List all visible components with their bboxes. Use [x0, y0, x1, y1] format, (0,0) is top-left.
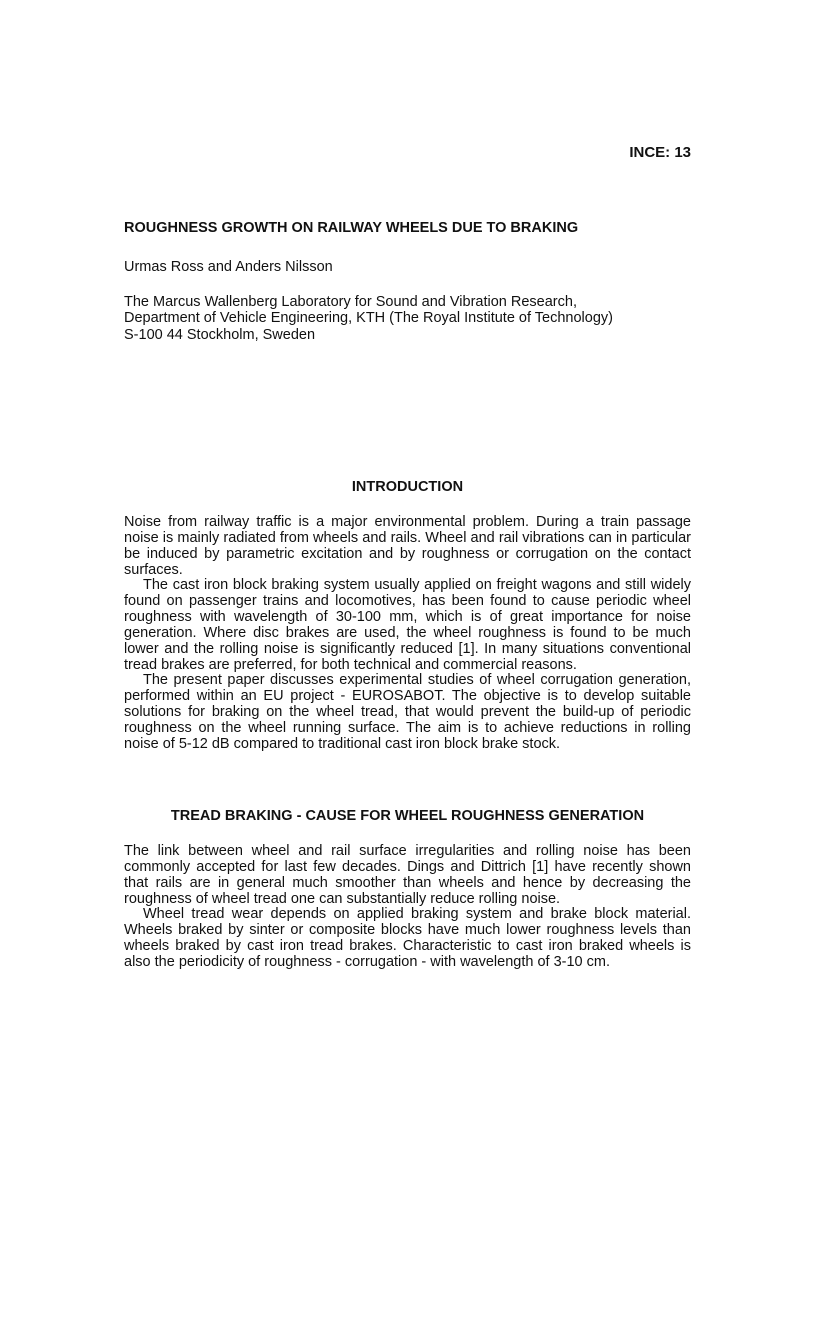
paragraph: Wheel tread wear depends on applied braking system and brake block material. Wheels braked by sinter or composite blocks have much lower roughness levels than wheels braked by cast iron tread brakes. Characteristic to cast iron braked wheels is also the periodicity of roughness - corrugation - with wavelength of 3-10 cm.: [124, 906, 691, 970]
paragraph: The cast iron block braking system usually applied on freight wagons and still widely found on passenger trains and locomotives, has been found to cause periodic wheel roughness with wavelength of 30-100 mm, which is of great importance for noise generation. Where disc brakes are used, the wheel roughness is found to be much lower and the rolling noise is significantly reduced [1]. In many situations conventional tread brakes are preferred, for both technical and commercial reasons.: [124, 577, 691, 673]
author-list: Urmas Ross and Anders Nilsson: [124, 259, 333, 275]
introduction-body: [124, 515, 691, 753]
tread-braking-body: [124, 844, 691, 971]
affiliation-block: [124, 294, 613, 343]
affiliation-line: Department of Vehicle Engineering, KTH (The Royal Institute of Technology): [124, 310, 613, 327]
affiliation-line: S-100 44 Stockholm, Sweden: [124, 326, 316, 343]
paragraph: Noise from railway traffic is a major environmental problem. During a train passage noise is mainly radiated from wheels and rails. Wheel and rail vibrations can in particular be induced by parametric excitation and by roughness or corrugation on the contact surfaces.: [124, 514, 691, 578]
affiliation-line: The Marcus Wallenberg Laboratory for Sound and Vibration Research,: [124, 294, 577, 310]
section-heading-tread-braking: TREAD BRAKING - CAUSE FOR WHEEL ROUGHNESS GENERATION: [170, 808, 645, 824]
paper-id: INCE: 13: [629, 144, 691, 161]
paragraph: The link between wheel and rail surface irregularities and rolling noise has been commonly accepted for last few decades. Dings and Dittrich [1] have recently shown that rails are in general much smoother than wheels and hence by decreasing the roughness of wheel tread one can substantially reduce rolling noise.: [124, 843, 691, 907]
paper-title: ROUGHNESS GROWTH ON RAILWAY WHEELS DUE TO BRAKING: [124, 220, 579, 236]
paragraph: The present paper discusses experimental studies of wheel corrugation generation, performed within an EU project - EUROSABOT. The objective is to develop suitable solutions for braking on the wheel tread, that would prevent the build-up of periodic roughness on the wheel running surface. The aim is to achieve reductions in rolling noise of 5-12 dB compared to traditional cast iron block brake stock.: [124, 672, 691, 752]
section-heading-introduction: INTRODUCTION: [351, 479, 464, 495]
